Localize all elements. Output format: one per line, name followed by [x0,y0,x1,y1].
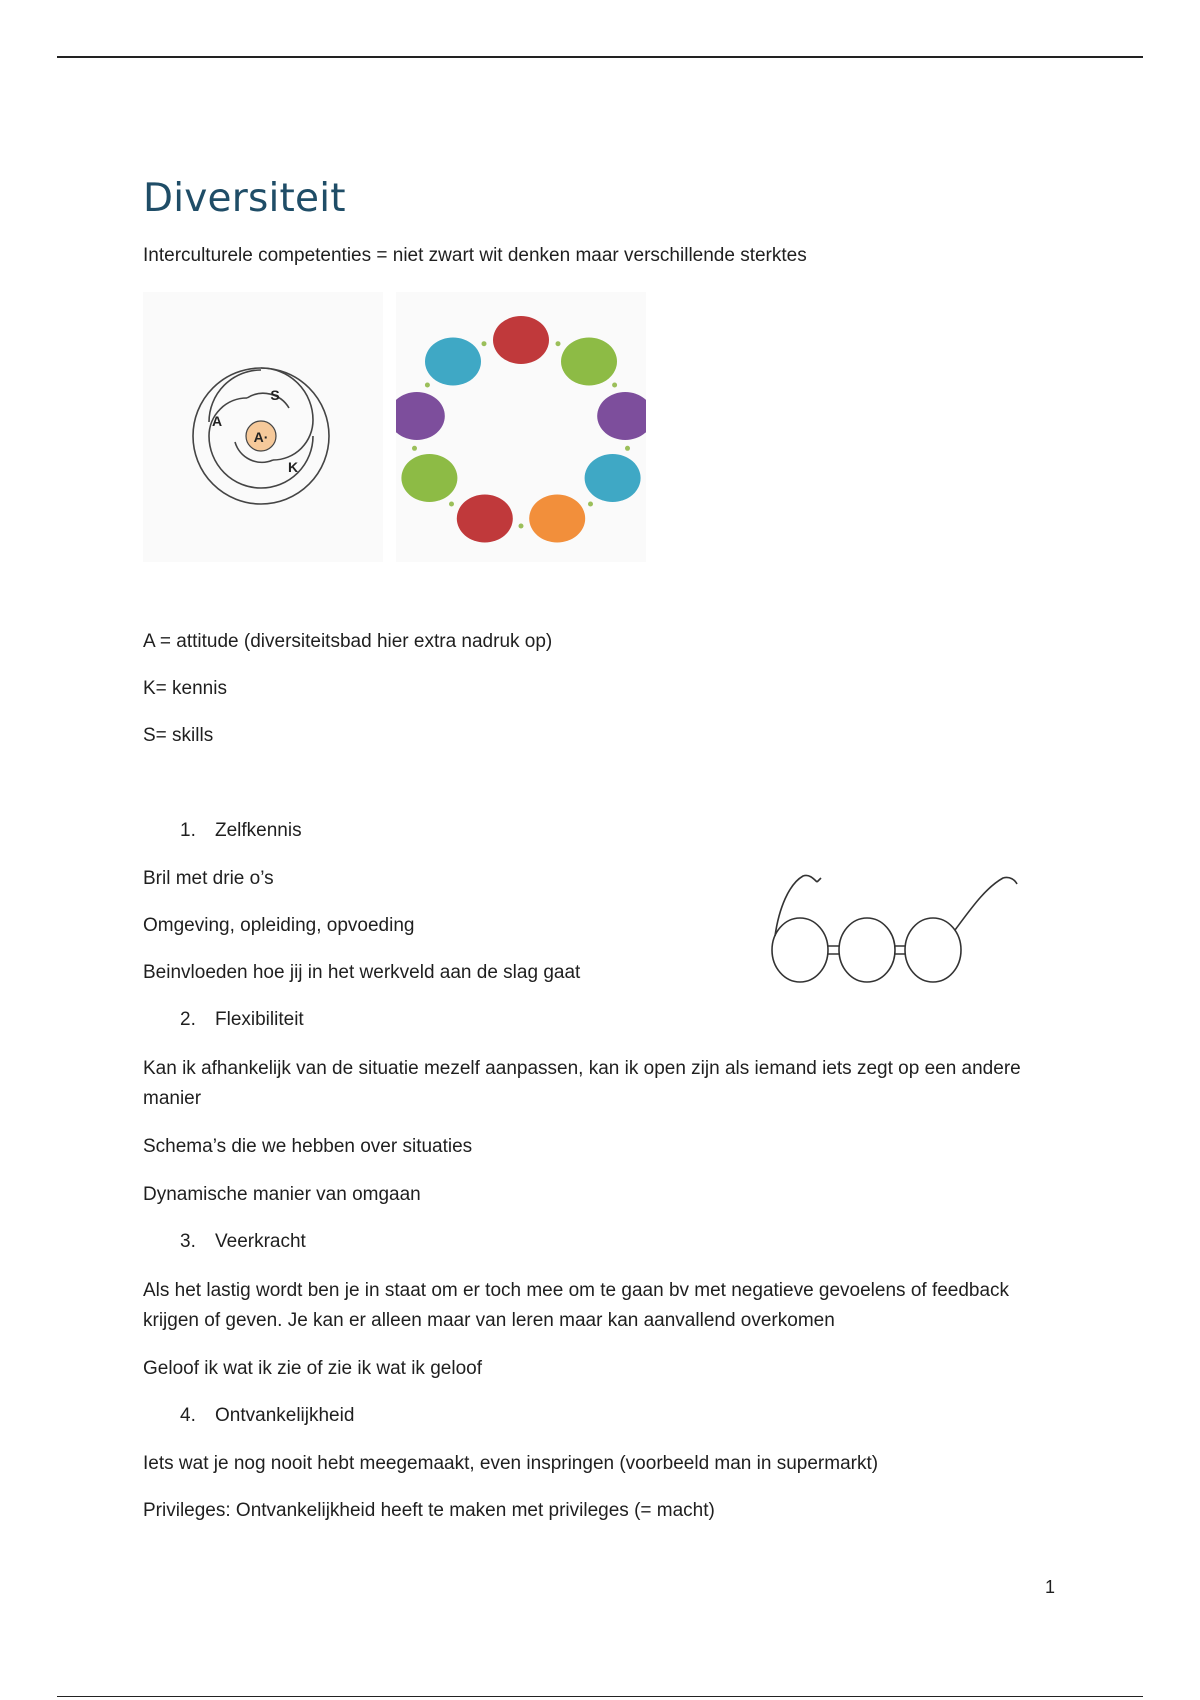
intro-text: Interculturele competenties = niet zwart wit denken maar verschillende sterktes [143,245,807,266]
list-item-2 [180,1005,304,1035]
list-number: 4. [180,1405,196,1426]
paragraph: Dynamische manier van omgaan [143,1184,421,1205]
cycle-connector [519,524,524,529]
ask-diagram [143,292,383,562]
cycle-node [401,454,457,502]
list-item-1 [180,816,302,846]
paragraph: Privileges: Ontvankelijkheid heeft te maken met privileges (= macht) [143,1500,715,1521]
diagram-label-core: A· [253,429,269,445]
diagram-label-k: K [287,459,299,475]
footer-rule [57,1696,1143,1697]
cycle-connector [625,446,630,451]
glasses-illustration [765,868,1025,988]
diagram-label-a: A [211,413,223,429]
cycle-node [493,316,549,364]
cycle-node [529,495,585,543]
cycle-connector [612,383,617,388]
cycle-connector [482,341,487,346]
cycle-connector [588,502,593,507]
paragraph: Bril met drie o’s [143,868,274,889]
cycle-node [425,338,481,386]
paragraph: Kan ik afhankelijk van de situatie mezelf aanpassen, kan ik open zijn als iemand iets zegt op een andere manier [143,1058,1021,1109]
cycle-node [585,454,641,502]
header-rule [57,56,1143,58]
page-title: Diversiteit [143,176,346,221]
cycle-connector [556,341,561,346]
paragraph: Geloof ik wat ik zie of zie ik wat ik geloof [143,1358,482,1379]
section-heading: Veerkracht [215,1231,306,1252]
paragraph: Omgeving, opleiding, opvoeding [143,915,415,936]
page-number: 1 [1045,1577,1056,1597]
paragraph: Iets wat je nog nooit hebt meegemaakt, even inspringen (voorbeeld man in supermarkt) [143,1453,879,1474]
cycle-connector [425,383,430,388]
diagram-label-s: S [270,387,280,403]
cycle-connector [412,446,417,451]
section-heading: Zelfkennis [215,820,302,841]
cycle-node [457,495,513,543]
list-number: 2. [180,1009,196,1030]
competency-cycle-diagram [396,292,646,562]
list-number: 1. [180,820,196,841]
definition-kennis: K= kennis [143,678,227,699]
cycle-node [561,338,617,386]
definition-skills: S= skills [143,725,214,746]
paragraph: Als het lastig wordt ben je in staat om er toch mee om te gaan bv met negatieve gevoelens of feedback krijgen of geven. Je kan er alleen maar van leren maar kan aanvallend overkomen [143,1280,1010,1331]
section-heading: Flexibiliteit [215,1009,304,1030]
list-number: 3. [180,1231,196,1252]
section-heading: Ontvankelijkheid [215,1405,355,1426]
cycle-connector [449,502,454,507]
paragraph: Schema’s die we hebben over situaties [143,1136,473,1157]
definition-attitude: A = attitude (diversiteitsbad hier extra nadruk op) [143,631,553,652]
list-item-4 [180,1401,354,1431]
list-item-3 [180,1227,306,1257]
paragraph: Beinvloeden hoe jij in het werkveld aan de slag gaat [143,962,581,983]
